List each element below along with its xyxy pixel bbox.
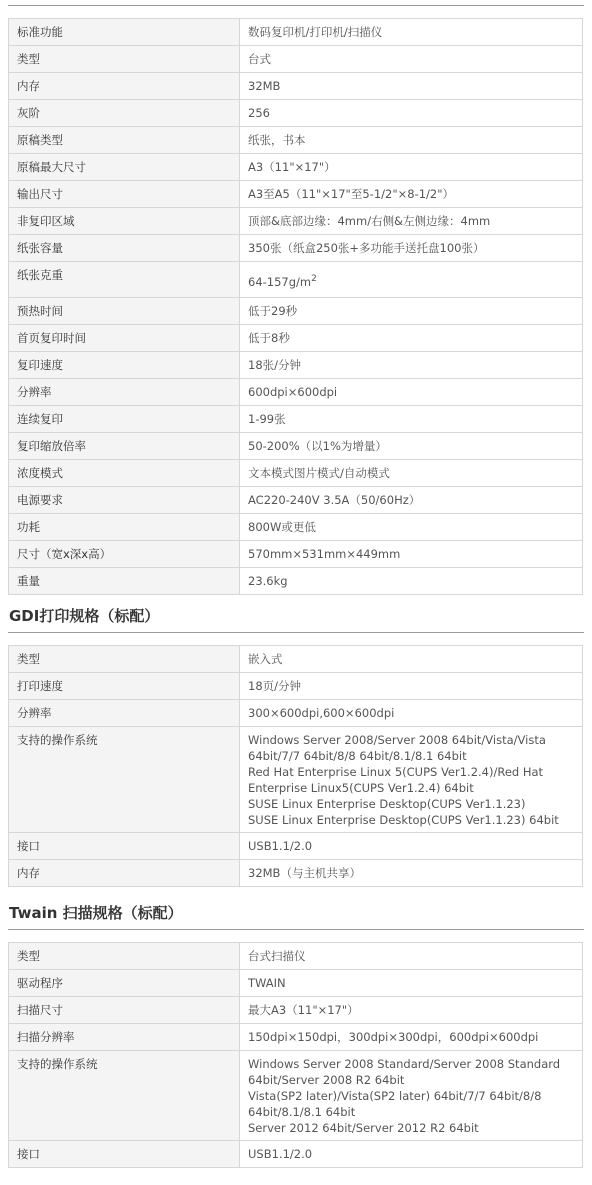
table-row bbox=[9, 379, 583, 406]
spec-label: 内存 bbox=[9, 860, 240, 887]
spec-value: 256 bbox=[240, 100, 583, 127]
table-row bbox=[9, 262, 583, 298]
spec-label: 支持的操作系统 bbox=[9, 1051, 240, 1141]
spec-value: 300×600dpi,600×600dpi bbox=[240, 700, 583, 727]
spec-value: A3（11"×17"） bbox=[240, 154, 583, 181]
spec-label: 纸张克重 bbox=[9, 262, 240, 298]
table-row bbox=[9, 460, 583, 487]
spec-value: 顶部&底部边缘：4mm/右侧&左侧边缘：4mm bbox=[240, 208, 583, 235]
gdi-section-title: GDI打印规格（标配） bbox=[9, 607, 160, 625]
spec-label: 打印速度 bbox=[9, 673, 240, 700]
spec-label: 功耗 bbox=[9, 514, 240, 541]
main-spec-table bbox=[8, 18, 583, 595]
spec-label: 非复印区域 bbox=[9, 208, 240, 235]
spec-label: 标准功能 bbox=[9, 19, 240, 46]
table-row bbox=[9, 514, 583, 541]
table-row bbox=[9, 154, 583, 181]
spec-value: 嵌入式 bbox=[240, 646, 583, 673]
spec-label: 连续复印 bbox=[9, 406, 240, 433]
top-divider bbox=[8, 5, 584, 6]
twain-spec-table bbox=[8, 942, 583, 1168]
spec-value: 最大A3（11"×17"） bbox=[240, 997, 583, 1024]
table-row bbox=[9, 997, 583, 1024]
spec-value: USB1.1/2.0 bbox=[240, 1141, 583, 1168]
table-row bbox=[9, 352, 583, 379]
spec-label: 接口 bbox=[9, 1141, 240, 1168]
table-row bbox=[9, 487, 583, 514]
spec-label: 输出尺寸 bbox=[9, 181, 240, 208]
table-row bbox=[9, 646, 583, 673]
table-row bbox=[9, 727, 583, 833]
spec-label: 原稿最大尺寸 bbox=[9, 154, 240, 181]
spec-value: 50-200%（以1%为增量） bbox=[240, 433, 583, 460]
table-row bbox=[9, 19, 583, 46]
spec-value: USB1.1/2.0 bbox=[240, 833, 583, 860]
spec-label: 扫描分辨率 bbox=[9, 1024, 240, 1051]
spec-value: 570mm×531mm×449mm bbox=[240, 541, 583, 568]
spec-label: 纸张容量 bbox=[9, 235, 240, 262]
spec-label: 类型 bbox=[9, 943, 240, 970]
spec-value: AC220-240V 3.5A（50/60Hz） bbox=[240, 487, 583, 514]
spec-value: 18张/分钟 bbox=[240, 352, 583, 379]
twain-section-divider bbox=[8, 929, 584, 930]
table-row bbox=[9, 46, 583, 73]
table-row bbox=[9, 208, 583, 235]
spec-label: 重量 bbox=[9, 568, 240, 595]
spec-value: 150dpi×150dpi，300dpi×300dpi，600dpi×600dpi bbox=[240, 1024, 583, 1051]
superscript: 2 bbox=[311, 274, 317, 285]
spec-value: 纸张，书本 bbox=[240, 127, 583, 154]
spec-label: 接口 bbox=[9, 833, 240, 860]
spec-value: 350张（纸盒250张+多功能手送托盘100张） bbox=[240, 235, 583, 262]
table-row bbox=[9, 433, 583, 460]
spec-value bbox=[240, 262, 583, 298]
table-row bbox=[9, 673, 583, 700]
spec-value: 台式扫描仪 bbox=[240, 943, 583, 970]
spec-label: 扫描尺寸 bbox=[9, 997, 240, 1024]
spec-value: 低于8秒 bbox=[240, 325, 583, 352]
table-row bbox=[9, 181, 583, 208]
table-row bbox=[9, 833, 583, 860]
spec-value: Windows Server 2008 Standard/Server 2008 Standard 64bit/Server 2008 R2 64bit Vista(SP2 later)/Vista(SP2 later) 64bit/7/7 64bit/8/8 64bit/8.1/8.1 64bit Server 2012 64bit/Server 2012 R2 64bit bbox=[240, 1051, 583, 1141]
table-row bbox=[9, 325, 583, 352]
spec-value: 23.6kg bbox=[240, 568, 583, 595]
table-row bbox=[9, 127, 583, 154]
spec-value: 台式 bbox=[240, 46, 583, 73]
spec-value: TWAIN bbox=[240, 970, 583, 997]
spec-value: 32MB（与主机共享） bbox=[240, 860, 583, 887]
twain-section-title: Twain 扫描规格（标配） bbox=[9, 904, 183, 922]
spec-label: 类型 bbox=[9, 646, 240, 673]
table-row bbox=[9, 943, 583, 970]
spec-value: 数码复印机/打印机/扫描仪 bbox=[240, 19, 583, 46]
spec-value: 800W或更低 bbox=[240, 514, 583, 541]
spec-value: 600dpi×600dpi bbox=[240, 379, 583, 406]
spec-label: 类型 bbox=[9, 46, 240, 73]
spec-label: 分辨率 bbox=[9, 700, 240, 727]
table-row bbox=[9, 235, 583, 262]
gdi-section-divider bbox=[8, 632, 584, 633]
table-row bbox=[9, 568, 583, 595]
spec-label: 电源要求 bbox=[9, 487, 240, 514]
spec-label: 支持的操作系统 bbox=[9, 727, 240, 833]
table-row bbox=[9, 298, 583, 325]
spec-label: 复印速度 bbox=[9, 352, 240, 379]
spec-label: 内存 bbox=[9, 73, 240, 100]
table-row bbox=[9, 860, 583, 887]
spec-value: 文本模式图片模式/自动模式 bbox=[240, 460, 583, 487]
table-row bbox=[9, 406, 583, 433]
table-row bbox=[9, 73, 583, 100]
spec-label: 尺寸（宽x深x高） bbox=[9, 541, 240, 568]
paper-weight-value: 64-157g/m bbox=[248, 275, 312, 289]
spec-value: 1-99张 bbox=[240, 406, 583, 433]
spec-value: 32MB bbox=[240, 73, 583, 100]
table-row bbox=[9, 1141, 583, 1168]
spec-value: 低于29秒 bbox=[240, 298, 583, 325]
table-row bbox=[9, 541, 583, 568]
spec-label: 灰阶 bbox=[9, 100, 240, 127]
table-row bbox=[9, 1024, 583, 1051]
table-row bbox=[9, 970, 583, 997]
table-row bbox=[9, 700, 583, 727]
table-row bbox=[9, 100, 583, 127]
gdi-spec-table bbox=[8, 645, 583, 887]
spec-label: 预热时间 bbox=[9, 298, 240, 325]
spec-label: 分辨率 bbox=[9, 379, 240, 406]
table-row bbox=[9, 1051, 583, 1141]
spec-label: 驱动程序 bbox=[9, 970, 240, 997]
spec-label: 原稿类型 bbox=[9, 127, 240, 154]
spec-label: 浓度模式 bbox=[9, 460, 240, 487]
spec-value: A3至A5（11"×17"至5-1/2"×8-1/2"） bbox=[240, 181, 583, 208]
spec-value: Windows Server 2008/Server 2008 64bit/Vista/Vista 64bit/7/7 64bit/8/8 64bit/8.1/8.1 64bit Red Hat Enterprise Linux 5(CUPS Ver1.2.4)/Red Hat Enterprise Linux5(CUPS Ver1.2.4) 64bit SUSE Linux Enterprise Desktop(CUPS Ver1.1.23) SUSE Linux Enterprise Desktop(CUPS Ver1.1.23) 64bit bbox=[240, 727, 583, 833]
spec-label: 复印缩放倍率 bbox=[9, 433, 240, 460]
spec-label: 首页复印时间 bbox=[9, 325, 240, 352]
spec-value: 18页/分钟 bbox=[240, 673, 583, 700]
